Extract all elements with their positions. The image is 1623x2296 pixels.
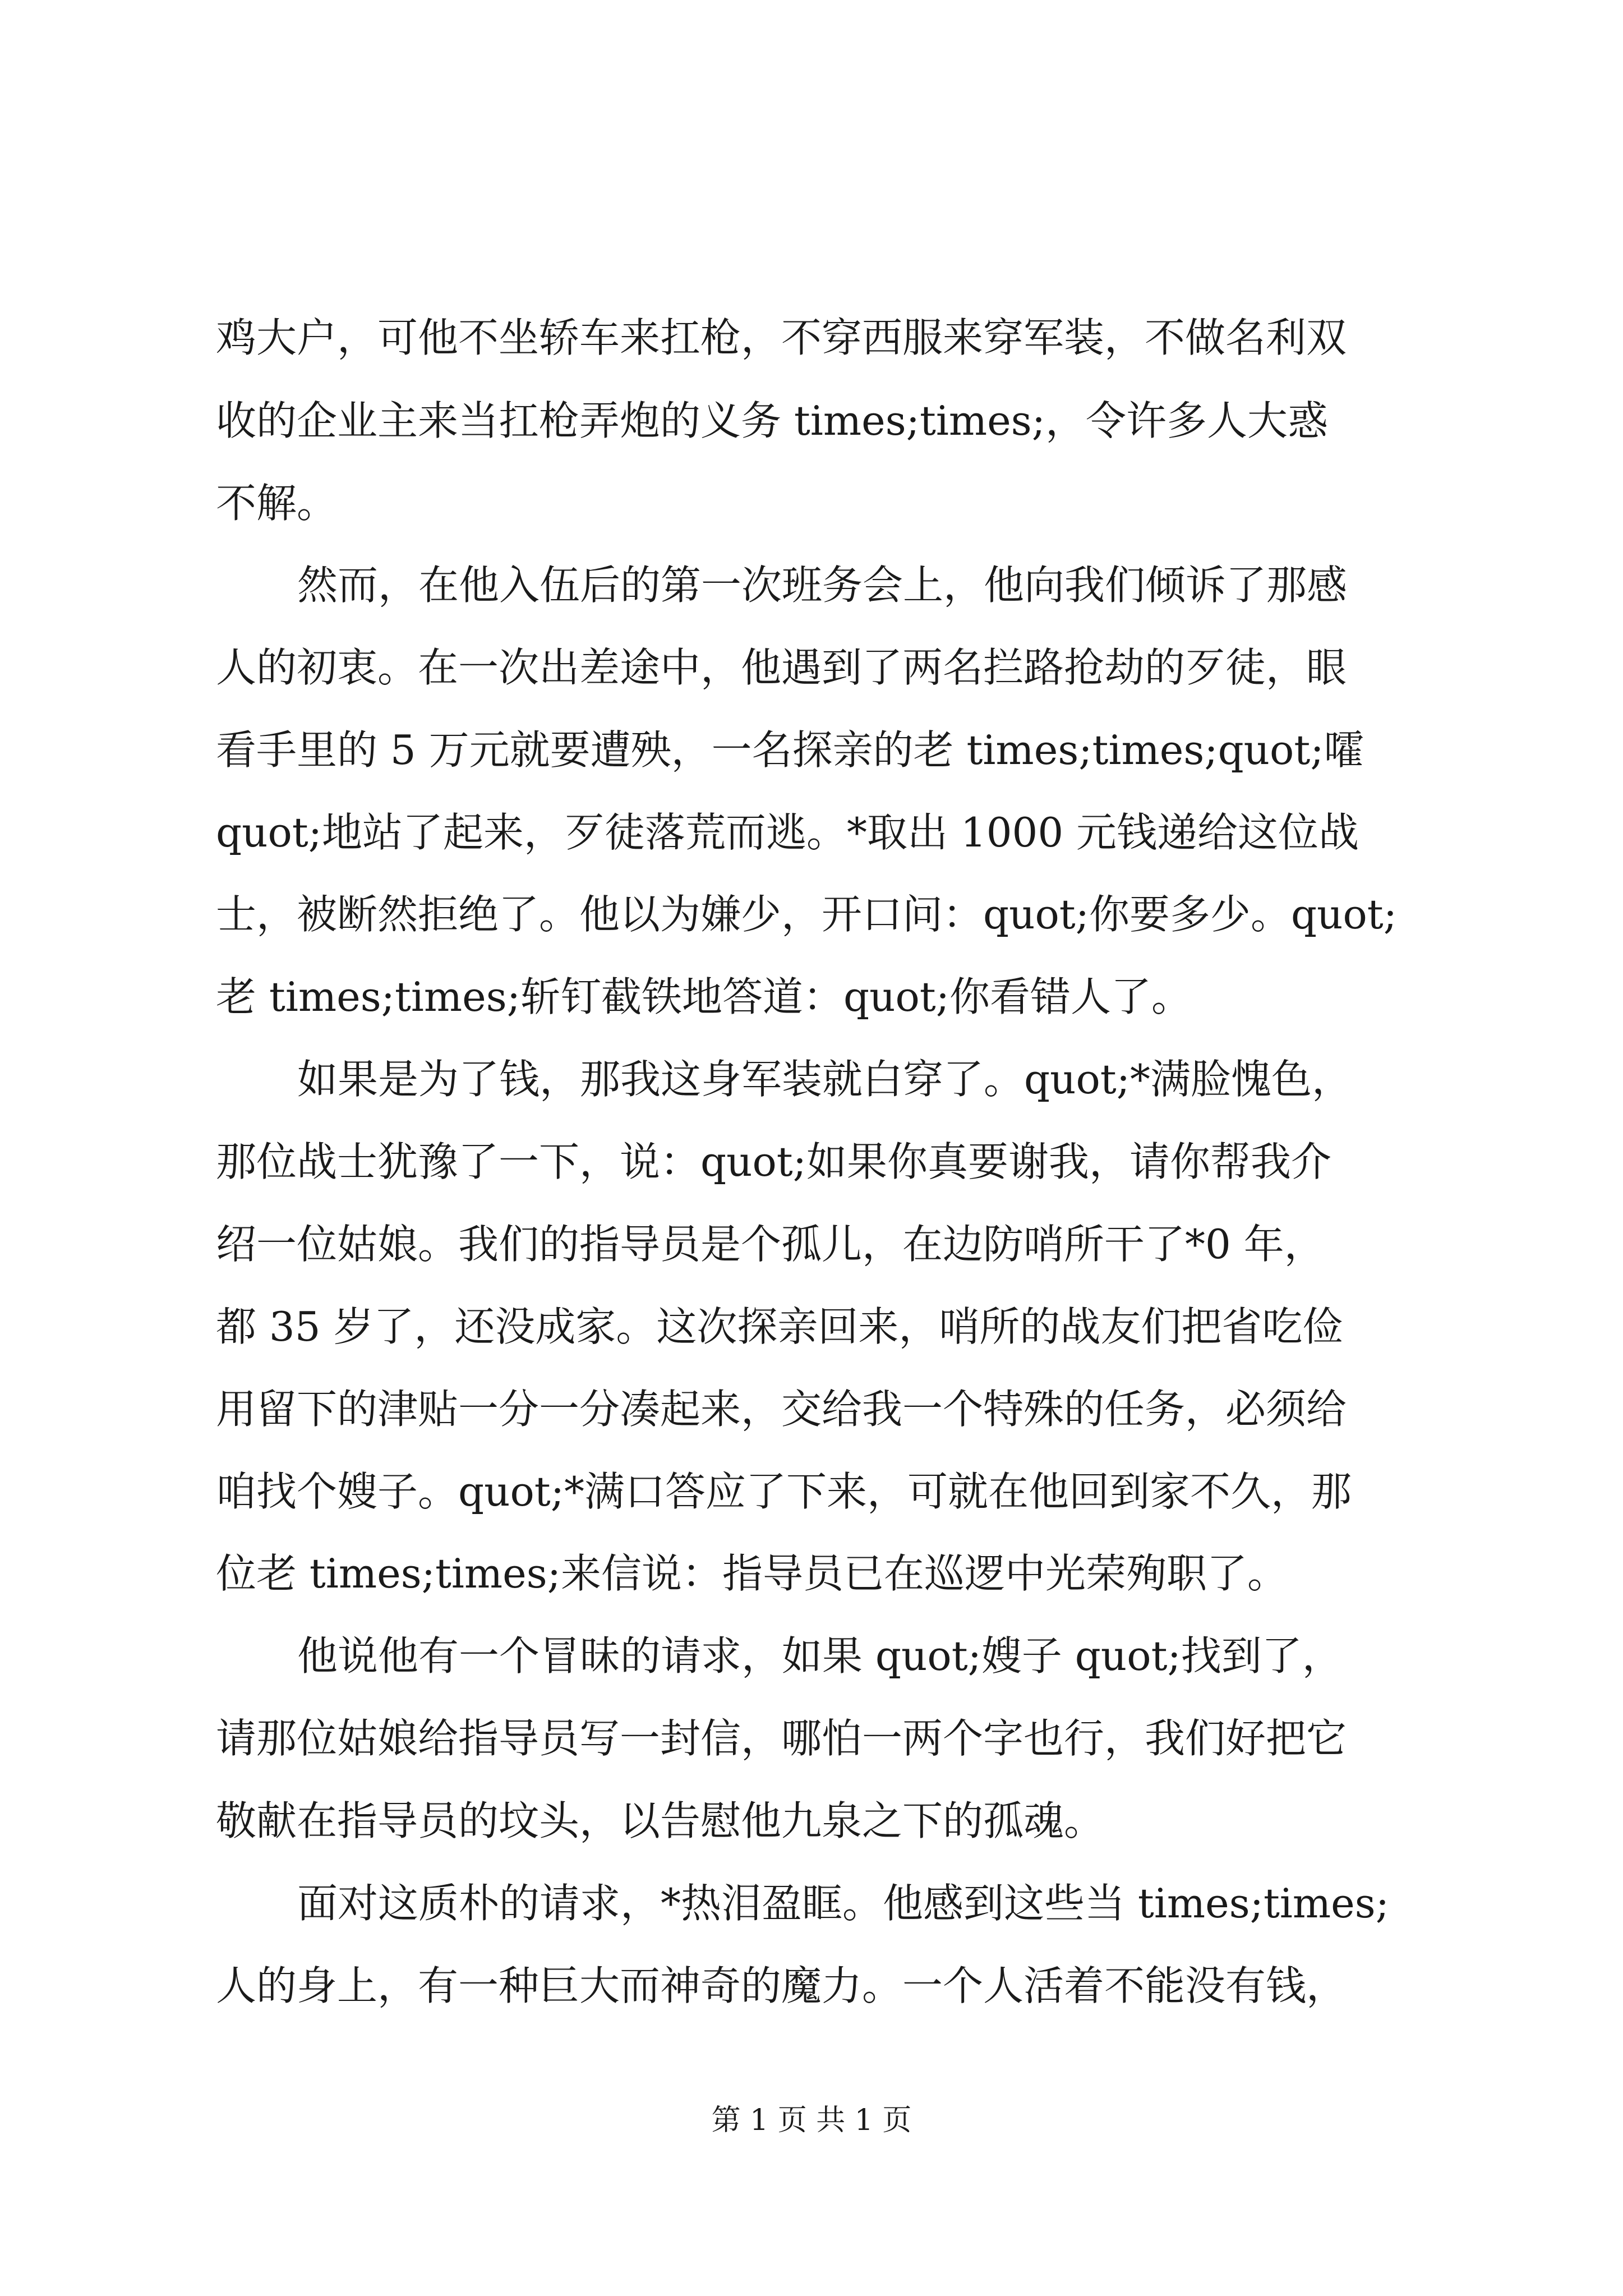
paragraph-start-line: 如果是为了钱，那我这身军装就白穿了。quot;*满脸愧色， [297,1056,1353,1103]
text-line: 看手里的 5 万元就要遭殃，一名探亲的老 times;times;quot;嚯 [216,726,1364,774]
text-line: 咱找个嫂子。quot;*满口答应了下来，可就在他回到家不久，那 [216,1468,1352,1515]
text-line: 人的身上，有一种巨大而神奇的魔力。一个人活着不能没有钱， [216,1962,1347,2009]
text-line: quot;地站了起来，歹徒落荒而逃。*取出 1000 元钱递给这位战 [216,809,1359,856]
text-line: 位老 times;times;来信说：指导员已在巡逻中光荣殉职了。 [216,1550,1288,1597]
text-line: 请那位姑娘给指导员写一封信，哪怕一两个字也行，我们好把它 [216,1715,1347,1762]
page-footer: 第 1 页 共 1 页 [711,2104,912,2137]
text-line: 都 35 岁了，还没成家。这次探亲回来，哨所的战友们把省吃俭 [216,1303,1343,1350]
text-line: 鸡大户，可他不坐轿车来扛枪，不穿西服来穿军装，不做名利双 [216,314,1347,361]
text-line: 士，被断然拒绝了。他以为嫌少，开口问：quot;你要多少。quot; [216,891,1398,938]
paragraph-start-line: 然而，在他入伍后的第一次班务会上，他向我们倾诉了那感 [297,562,1348,609]
text-line: 人的初衷。在一次出差途中，他遇到了两名拦路抢劫的歹徒，眼 [216,644,1347,691]
text-line: 绍一位姑娘。我们的指导员是个孤儿，在边防哨所干了*0 年， [216,1221,1325,1268]
paragraph-start-line: 他说他有一个冒昧的请求，如果 quot;嫂子 quot;找到了， [297,1632,1343,1680]
text-line: 敬献在指导员的坟头，以告慰他九泉之下的孤魂。 [216,1797,1105,1844]
text-line: 用留下的津贴一分一分凑起来，交给我一个特殊的任务，必须给 [216,1386,1347,1433]
text-line: 那位战士犹豫了一下，说：quot;如果你真要谢我，请你帮我介 [216,1138,1332,1185]
text-line: 老 times;times;斩钉截铁地答道：quot;你看错人了。 [216,973,1192,1020]
paragraph-start-line: 面对这质朴的请求，*热泪盈眶。他感到这些当 times;times; [297,1880,1389,1927]
text-line: 不解。 [216,480,338,527]
text-line: 收的企业主来当扛枪弄炮的义务 times;times;，令许多人大惑 [216,397,1328,444]
